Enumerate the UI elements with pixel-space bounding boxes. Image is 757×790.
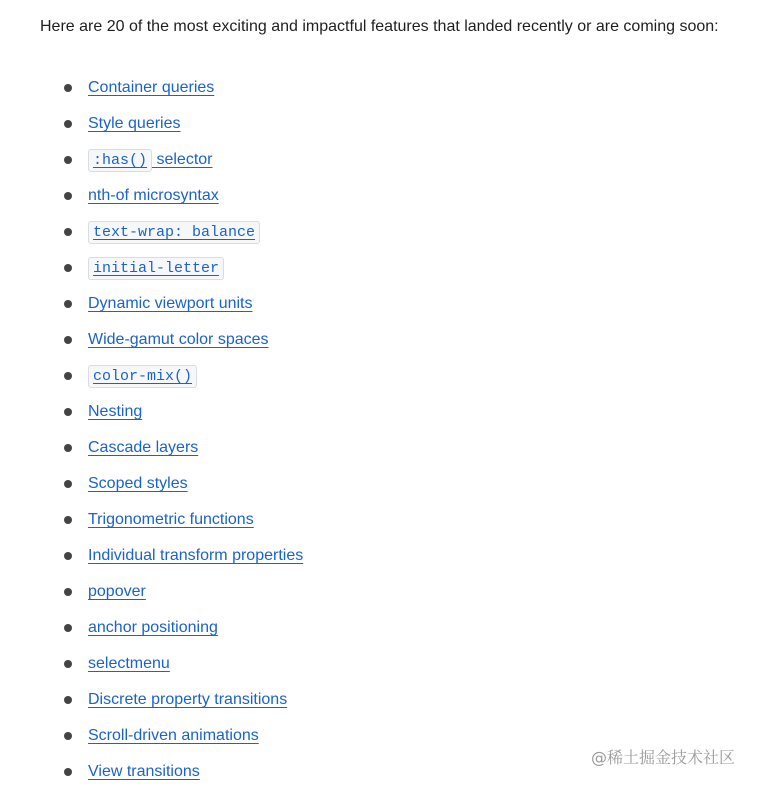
list-item xyxy=(0,430,303,466)
list-item xyxy=(0,214,303,250)
feature-link[interactable] xyxy=(88,727,259,744)
feature-label: Discrete property transitions xyxy=(88,691,288,708)
feature-link[interactable] xyxy=(88,259,224,276)
feature-link[interactable] xyxy=(88,655,170,672)
feature-label: Trigonometric functions xyxy=(88,511,254,528)
list-item xyxy=(0,610,303,646)
list-item xyxy=(0,70,303,106)
feature-list xyxy=(0,70,303,790)
feature-link[interactable] xyxy=(88,511,254,528)
feature-link[interactable] xyxy=(88,187,219,204)
feature-label: Cascade layers xyxy=(88,439,199,456)
bullet-icon xyxy=(64,768,72,776)
bullet-icon xyxy=(64,408,72,416)
list-item xyxy=(0,250,303,286)
bullet-icon xyxy=(64,192,72,200)
bullet-icon xyxy=(64,300,72,308)
feature-label: Individual transform properties xyxy=(88,547,304,564)
intro-text: Here are 20 of the most exciting and impactful features that landed recently or are coming soon: xyxy=(40,18,719,35)
bullet-icon xyxy=(64,120,72,128)
feature-label: Nesting xyxy=(88,403,143,420)
bullet-icon xyxy=(64,696,72,704)
feature-label: Style queries xyxy=(88,115,181,132)
bullet-icon xyxy=(64,444,72,452)
bullet-icon xyxy=(64,732,72,740)
feature-link[interactable] xyxy=(88,475,188,492)
list-item xyxy=(0,538,303,574)
feature-link[interactable] xyxy=(88,79,214,96)
bullet-icon xyxy=(64,84,72,92)
feature-code-label: :has() xyxy=(88,149,152,172)
feature-link[interactable] xyxy=(88,295,253,312)
feature-label: popover xyxy=(88,583,146,600)
bullet-icon xyxy=(64,552,72,560)
bullet-icon xyxy=(64,624,72,632)
feature-link[interactable] xyxy=(88,151,212,168)
feature-label: Dynamic viewport units xyxy=(88,295,253,312)
bullet-icon xyxy=(64,660,72,668)
feature-label: selectmenu xyxy=(88,655,170,672)
feature-label: Scroll-driven animations xyxy=(88,727,259,744)
feature-link[interactable] xyxy=(88,115,181,132)
list-item xyxy=(0,286,303,322)
feature-code-label: color-mix() xyxy=(88,365,197,388)
bullet-icon xyxy=(64,480,72,488)
list-item xyxy=(0,718,303,754)
feature-link[interactable] xyxy=(88,367,197,384)
list-item xyxy=(0,358,303,394)
feature-suffix: selector xyxy=(152,151,213,168)
bullet-icon xyxy=(64,228,72,236)
feature-label: Container queries xyxy=(88,79,215,96)
feature-link[interactable] xyxy=(88,763,200,780)
bullet-icon xyxy=(64,372,72,380)
feature-label: View transitions xyxy=(88,763,200,780)
list-item xyxy=(0,574,303,610)
feature-code-label: initial-letter xyxy=(88,257,224,280)
feature-link[interactable] xyxy=(88,439,198,456)
list-item xyxy=(0,178,303,214)
feature-link[interactable] xyxy=(88,619,218,636)
feature-link[interactable] xyxy=(88,403,142,420)
bullet-icon xyxy=(64,516,72,524)
feature-label: Wide-gamut color spaces xyxy=(88,331,269,348)
bullet-icon xyxy=(64,588,72,596)
feature-label: anchor positioning xyxy=(88,619,218,636)
list-item xyxy=(0,142,303,178)
feature-label: nth-of microsyntax xyxy=(88,187,219,204)
feature-link[interactable] xyxy=(88,223,260,240)
feature-label: Scoped styles xyxy=(88,475,188,492)
list-item xyxy=(0,754,303,790)
feature-link[interactable] xyxy=(88,331,269,348)
bullet-icon xyxy=(64,156,72,164)
list-item xyxy=(0,502,303,538)
bullet-icon xyxy=(64,336,72,344)
feature-link[interactable] xyxy=(88,691,287,708)
list-item xyxy=(0,682,303,718)
list-item xyxy=(0,466,303,502)
watermark: @稀土掘金技术社区 xyxy=(590,748,735,767)
list-item xyxy=(0,646,303,682)
feature-code-label: text-wrap: balance xyxy=(88,221,260,244)
list-item xyxy=(0,106,303,142)
feature-link[interactable] xyxy=(88,547,303,564)
list-item xyxy=(0,394,303,430)
bullet-icon xyxy=(64,264,72,272)
feature-link[interactable] xyxy=(88,583,146,600)
list-item xyxy=(0,322,303,358)
